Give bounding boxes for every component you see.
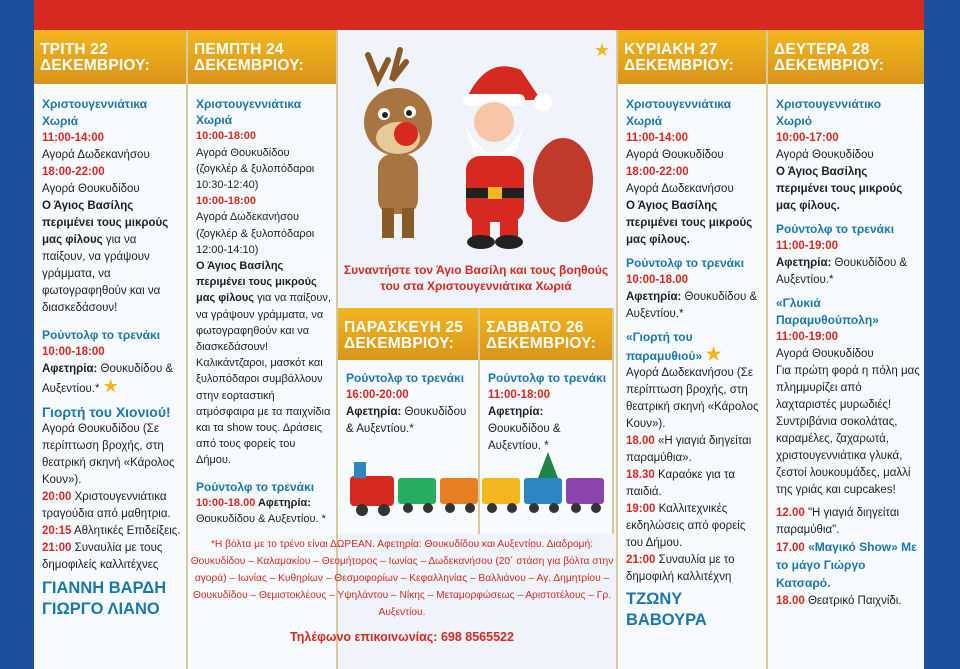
place: Αγορά Θουκυδίδου [776,348,874,360]
day-title: ΔΕΥΤΕΡΑ 28 [774,41,870,58]
day-body [488,370,608,455]
month-title: ΔΕΚΕΜΒΡΙΟΥ: [486,335,596,352]
time: 18:00-22:00 [42,166,105,178]
section-title: Χριστουγεννιάτικα Χωριά [196,97,302,128]
santa-text: Ο Άγιος Βασίλης περιμένει τους μικρούς μας φίλους για να παίξουν, να γράψουν γράμματα, να φωτογραφηθούν και να διασκεδάσουν! [42,200,169,314]
day-title: ΠΑΡΑΣΚΕΥΗ 25 [344,319,464,336]
time: 10:00-18:00 [196,195,256,208]
santa-reindeer-illustration [338,30,614,260]
artist-name: ΒΑΒΟΥΡΑ [626,611,707,629]
day-column-sunday [616,30,768,669]
place: Αγορά Δωδεκανήσου (ζογκλέρ & ξυλοπόδαροι 12:00-14:10) [196,211,315,256]
event: 17.00 «Μαγικό Show» Με το μάγο Γιώργο Κατσαρό. [776,540,917,590]
time: 11:00-19:00 [776,240,839,252]
star-icon: ★ [705,344,722,364]
start-point: 10:00-18.00 Αφετηρία: Θουκυδίδου & Αυξεντίου. * [196,496,326,526]
day-body [196,96,332,527]
time: 10:00-17:00 [776,132,839,144]
section-title: «Γιορτή του παραμυθιού» ★ [626,330,722,364]
section-title: Χριστουγεννιάτικα Χωριά [42,97,148,128]
day-header [480,308,612,360]
top-red-band [34,0,924,30]
day-body [346,370,474,438]
event: 21:00 Συναυλία με τους δημοφιλείς καλλιτέχνες [42,542,163,571]
time: 10:00-18:00 [196,130,256,143]
section-title: Χριστουγεννιάτικα Χωριά [626,97,732,128]
time: 11:00-18:00 [488,389,551,401]
artist-name: ΓΙΑΝΝΗ ΒΑΡΔΗ [42,579,167,597]
day-column-monday [768,30,924,669]
place: Αγορά Δωδεκανήσου [626,183,734,195]
day-header [188,30,336,84]
route-note: Αφετηρία: Θουκυδίδου και Αυξεντίου. Διαδρομή: Θουκυδίδου – Καλαμακίου – Θεομήτορος – Ιωνίας – Δωδεκανήσου (20΄ στάση για βόλτα στην αγορά) – Ιωνίας – Κυθηρίων – Θεσμοφορίων – Κεφαλληνίας – Βαλλιάνου – Αγ. Δημητρίου – Θουκυδίδου – Θεμιστοκλέους – Υψηλάντου – Νίκης – Μεταμορφώσεως – Αριστοτέλους – Γρ. Αυξεντίου. [190,539,614,618]
start-point: Αφετηρία: Θουκυδίδου & Αυξεντίου.* [346,406,467,435]
day-title: ΚΥΡΙΑΚΗ 27 [624,41,718,58]
section-title: Ρούντολφ το τρενάκι [346,371,465,385]
start-point: Αφετηρία: Θουκυδίδου & Αυξεντίου.* [626,291,758,320]
description: Για πρώτη φορά η πόλη μας πλημμυρίζει από λαχταριστές μυρωδιές! Συντριβάνια σοκολάτας, καραμέλες, ζαχαρωτά, χριστουγεννιάτικα γλυκά, ζεστοί λουκουμάδες, μαλλί της γριάς και cupcakes! [776,365,920,496]
month-title: ΔΕΚΕΜΒΡΙΟΥ: [194,57,304,74]
section-title: Γιορτή του Χιονιού! [42,404,171,420]
artist-name: ΓΙΩΡΓΟ ΛΙΑΝΟ [42,600,160,618]
time: 16:00-20:00 [346,389,409,401]
day-column-tuesday [34,30,188,669]
event: 18.00 «Η γιαγιά διηγείται παραμύθια». [626,435,752,464]
section-title: Χριστουγεννιάτικο Χωριό [776,97,882,128]
place: Αγορά Θουκυδίδου (Σε περίπτωση βροχής, στη θεατρική σκηνή «Κάρολος Κουν»). [42,423,175,486]
santa-text: Ο Άγιος Βασίλης περιμένει τους μικρούς μας φίλους. [626,200,753,246]
time: 11:00-19:00 [776,331,839,343]
place: Αγορά Θουκυδίδου [626,149,724,161]
start-point: Αφετηρία: Θουκυδίδου & Αυξεντίου. * [488,406,561,452]
train-icon [350,452,604,516]
center-caption: Συναντήστε τον Άγιο Βασίλη και τους βοηθούς του στα Χριστουγεννιάτικα Χωριά [343,263,609,293]
day-title: ΣΑΒΒΑΤΟ 26 [486,319,584,336]
place: Αγορά Δωδεκανήσου (Σε περίπτωση βροχής, στη θεατρική σκηνή «Κάρολος Κουν»). [626,367,759,430]
santa-icon [463,66,593,249]
start-point: Αφετηρία: Θουκυδίδου & Αυξεντίου.* [776,257,908,286]
event: 18.00 Θεατρικό Παιχνίδι. [776,595,902,607]
time: 11:00-14:00 [626,132,689,144]
event: 20:15 Αθλητικές Επιδείξεις. [42,525,181,537]
day-body [626,96,762,631]
contact-phone: Τηλέφωνο επικοινωνίας: 698 8565522 [290,630,514,644]
santa-text: Ο Άγιος Βασίλης περιμένει τους μικρούς μας φίλους. [776,166,903,212]
time: 11:00-14:00 [42,132,105,144]
day-header [338,308,478,360]
start-point: Αφετηρία: Θουκυδίδου & Αυξεντίου.* ★ [42,363,174,396]
month-title: ΔΕΚΕΜΒΡΙΟΥ: [774,57,884,74]
santa-text: Ο Άγιος Βασίλης περιμένει τους μικρούς μας φίλους για να παίξουν, να γράψουν γράμματα, να φωτογραφηθούν και να διασκεδάσουν! Καλικάντζαροι, μασκότ και ξυλοπόδαροι συμβάλλουν στην εορταστική ατμόσφαιρα με τα παιχνίδια και τα show τους. Δράσεις από τους φορείς του Δήμου. [196,260,331,467]
star-icon: ★ [594,40,611,60]
time: 10:00-18.00 [626,274,689,286]
section-title: Ρούντολφ το τρενάκι [196,479,315,494]
section-title: «Γλυκιά Παραμυθούπολη» [776,296,879,327]
event: 18.30 Καραόκε για τα παιδιά. [626,469,735,498]
train-illustration [340,448,610,520]
footnote [190,536,614,646]
day-body [776,96,920,610]
free-ride-note: *Η βόλτα με το τρένο είναι ΔΩΡΕΑΝ. [210,539,375,550]
section-title: Ρούντολφ το τρενάκι [42,328,161,342]
time: 10:00-18:00 [42,346,105,358]
event: 20:00 Χριστουγεννιάτικα τραγούδια από μαθητρια. [42,491,171,520]
day-header [618,30,766,84]
month-title: ΔΕΚΕΜΒΡΙΟΥ: [344,335,454,352]
time: 18:00-22:00 [626,166,689,178]
month-title: ΔΕΚΕΜΒΡΙΟΥ: [40,57,150,74]
place: Αγορά Θουκυδίδου [776,149,874,161]
day-header [34,30,186,84]
star-icon: ★ [102,376,119,396]
place: Αγορά Θουκυδίδου [42,183,140,195]
artist-name: ΤΖΩΝΥ [626,590,683,608]
event: 12.00 "Η γιαγιά διηγείται παραμύθια". [776,507,900,536]
place: Αγορά Θουκυδίδου (ζογκλέρ & ξυλοπόδαροι 10:30-12:40) [196,146,315,192]
month-title: ΔΕΚΕΜΒΡΙΟΥ: [624,57,734,74]
section-title: Ρούντολφ το τρενάκι [488,371,607,385]
day-header [768,30,924,84]
event: 21:00 Συναυλία με το δημοφιλή καλλιτέχνη [626,554,735,583]
section-title: Ρούντολφ το τρενάκι [776,222,895,236]
event: 19:00 Καλλιτεχνικές εκδηλώσεις από φορείς του Δήμου. [626,503,746,549]
day-body [42,96,182,620]
day-title: ΠΕΜΠΤΗ 24 [194,41,284,58]
reindeer-icon [364,50,432,238]
day-title: ΤΡΙΤΗ 22 [40,41,108,58]
section-title: Ρούντολφ το τρενάκι [626,256,745,270]
place: Αγορά Δωδεκανήσου [42,149,150,161]
